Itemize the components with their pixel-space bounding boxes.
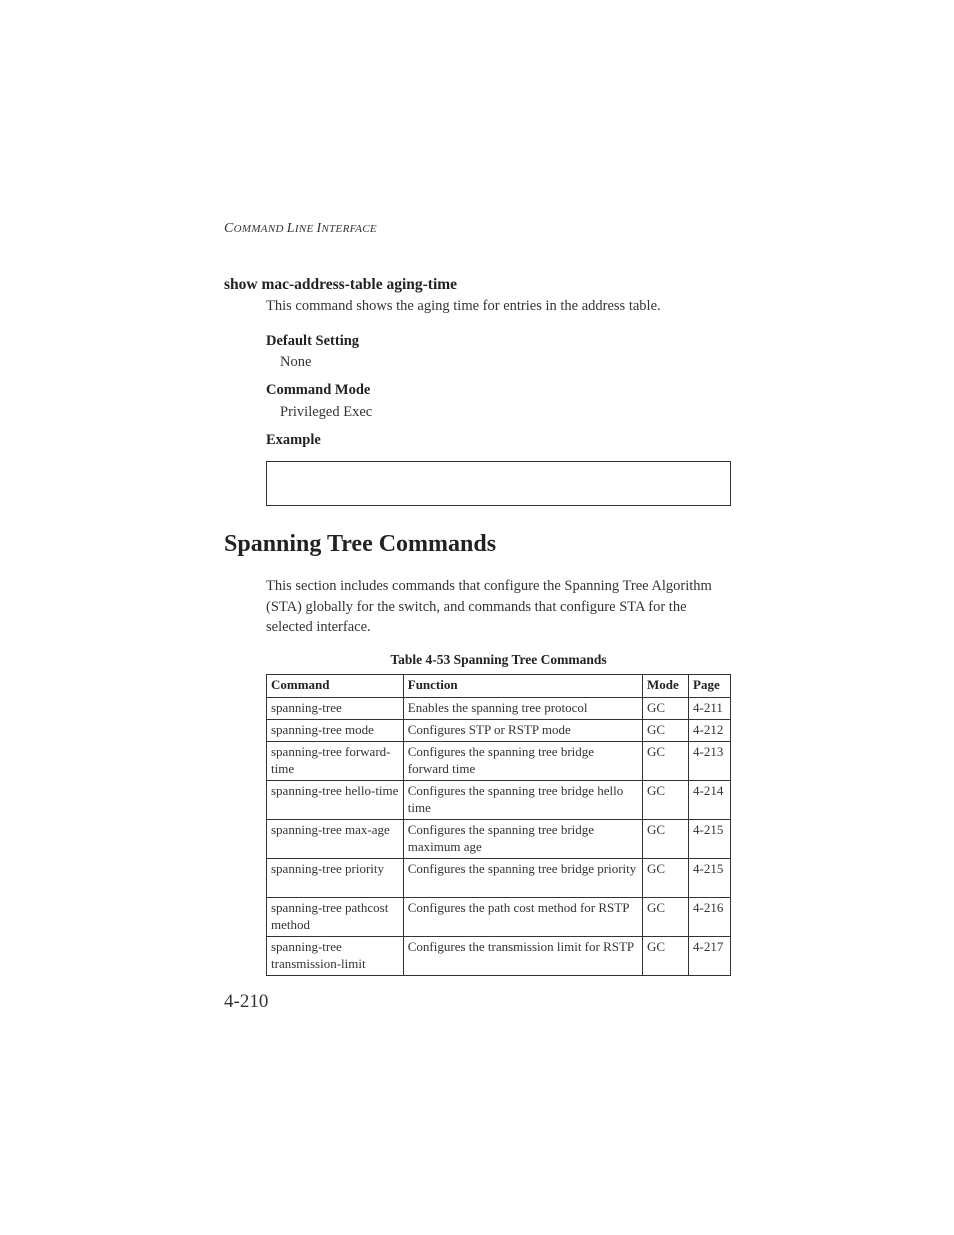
running-header-part: NTERFACE bbox=[321, 223, 377, 235]
cell-function: Configures the transmission limit for RSTP bbox=[403, 937, 642, 976]
cell-command: spanning-tree pathcost method bbox=[267, 898, 404, 937]
cell-function: Configures STP or RSTP mode bbox=[403, 720, 642, 742]
running-header-part: C bbox=[224, 221, 234, 236]
table-row bbox=[267, 937, 731, 976]
cell-mode: GC bbox=[643, 698, 689, 720]
spanning-tree-commands-table bbox=[266, 674, 731, 976]
table-row bbox=[267, 820, 731, 859]
cell-page: 4-216 bbox=[689, 898, 731, 937]
column-header-mode: Mode bbox=[643, 675, 689, 698]
cell-mode: GC bbox=[643, 898, 689, 937]
running-header-part: L bbox=[286, 221, 295, 236]
table-header-row bbox=[267, 675, 731, 698]
cell-mode: GC bbox=[643, 859, 689, 898]
cell-mode: GC bbox=[643, 781, 689, 820]
cell-mode: GC bbox=[643, 937, 689, 976]
cell-command: spanning-tree max-age bbox=[267, 820, 404, 859]
running-header-part: INE bbox=[294, 223, 317, 235]
running-header-part: OMMAND bbox=[233, 223, 287, 235]
cell-function: Configures the path cost method for RSTP bbox=[403, 898, 642, 937]
cell-mode: GC bbox=[643, 820, 689, 859]
section-intro: This section includes commands that configure the Spanning Tree Algorithm (STA) globally for the switch, and commands that configure STA for the selected interface. bbox=[266, 578, 712, 635]
column-header-function: Function bbox=[403, 675, 642, 698]
page-number: 4-210 bbox=[224, 991, 269, 1012]
default-setting-value: None bbox=[280, 354, 312, 370]
command-mode-value: Privileged Exec bbox=[280, 404, 373, 420]
command-mode-heading: Command Mode bbox=[266, 382, 371, 398]
cell-page: 4-214 bbox=[689, 781, 731, 820]
section-title: Spanning Tree Commands bbox=[224, 531, 497, 557]
cell-page: 4-215 bbox=[689, 859, 731, 898]
table-row bbox=[267, 859, 731, 898]
column-header-page: Page bbox=[689, 675, 731, 698]
cell-function: Configures the spanning tree bridge forward time bbox=[403, 742, 642, 781]
cell-function: Enables the spanning tree protocol bbox=[403, 698, 642, 720]
default-setting-heading: Default Setting bbox=[266, 333, 360, 349]
command-title: show mac-address-table aging-time bbox=[224, 276, 458, 293]
cell-function: Configures the spanning tree bridge priority bbox=[403, 859, 642, 898]
cell-command: spanning-tree hello-time bbox=[267, 781, 404, 820]
command-description: This command shows the aging time for entries in the address table. bbox=[266, 298, 661, 314]
cell-page: 4-212 bbox=[689, 720, 731, 742]
cell-function: Configures the spanning tree bridge hello time bbox=[403, 781, 642, 820]
example-heading: Example bbox=[266, 432, 321, 448]
table-row bbox=[267, 720, 731, 742]
table-row bbox=[267, 742, 731, 781]
cell-page: 4-213 bbox=[689, 742, 731, 781]
cell-page: 4-217 bbox=[689, 937, 731, 976]
cell-command: spanning-tree bbox=[267, 698, 404, 720]
table-row bbox=[267, 698, 731, 720]
cell-mode: GC bbox=[643, 742, 689, 781]
table-row bbox=[267, 781, 731, 820]
cell-mode: GC bbox=[643, 720, 689, 742]
cell-command: spanning-tree mode bbox=[267, 720, 404, 742]
cell-page: 4-215 bbox=[689, 820, 731, 859]
cell-command: spanning-tree priority bbox=[267, 859, 404, 898]
table-caption: Table 4-53 Spanning Tree Commands bbox=[390, 652, 607, 667]
table-row bbox=[267, 898, 731, 937]
running-header bbox=[224, 221, 377, 237]
running-header-part: I bbox=[316, 221, 322, 236]
column-header-command: Command bbox=[267, 675, 404, 698]
cell-command: spanning-tree transmission-limit bbox=[267, 937, 404, 976]
cell-function: Configures the spanning tree bridge maximum age bbox=[403, 820, 642, 859]
cell-page: 4-211 bbox=[689, 698, 731, 720]
example-box bbox=[266, 461, 731, 506]
cell-command: spanning-tree forward-time bbox=[267, 742, 404, 781]
